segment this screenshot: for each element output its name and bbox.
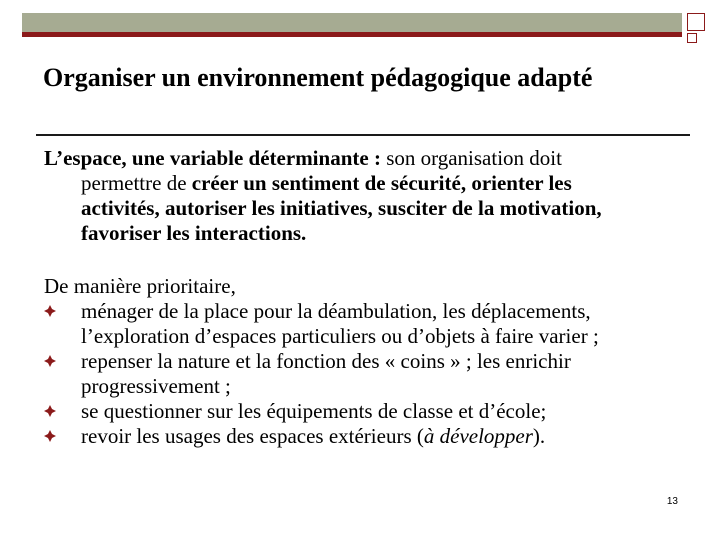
intro-paragraph [44,146,694,246]
paragraph-line: L’espace, une variable déterminante : son organisation doit [44,146,562,170]
corner-square-small [687,33,697,43]
bullet-item [44,399,694,424]
bullet-text: ménager de la place pour la déambulation, les déplacements, [81,299,591,323]
title-divider [36,134,690,136]
paragraph-line: activités, autoriser les initiatives, susciter de la motivation, [81,196,602,220]
bullet-text: repenser la nature et la fonction des « coins » ; les enrichir [81,349,571,373]
bullet-text: revoir les usages des espaces extérieurs (à développer). [81,424,546,448]
page-number: 13 [666,496,678,507]
diamond-bullet-icon [44,430,56,442]
slide-title: Organiser un environnement pédagogique adapté [43,63,593,92]
bullet-continuation: progressivement ; [81,374,231,398]
bullet-item [44,349,694,374]
diamond-bullet-icon [44,355,56,367]
paragraph-line: permettre de créer un sentiment de sécurité, orienter les [81,171,572,195]
bullet-item [44,299,694,324]
corner-square-large [687,13,705,31]
header-bar [22,13,682,37]
bullet-continuation: l’exploration d’espaces particuliers ou d’objets à faire varier ; [81,324,599,348]
bullet-item [44,424,694,449]
priorities-intro: De manière prioritaire, [44,274,236,298]
diamond-bullet-icon [44,405,56,417]
priorities-paragraph [44,274,694,449]
paragraph-line: favoriser les interactions. [81,221,307,245]
diamond-bullet-icon [44,305,56,317]
bullet-text: se questionner sur les équipements de classe et d’école; [81,399,547,423]
